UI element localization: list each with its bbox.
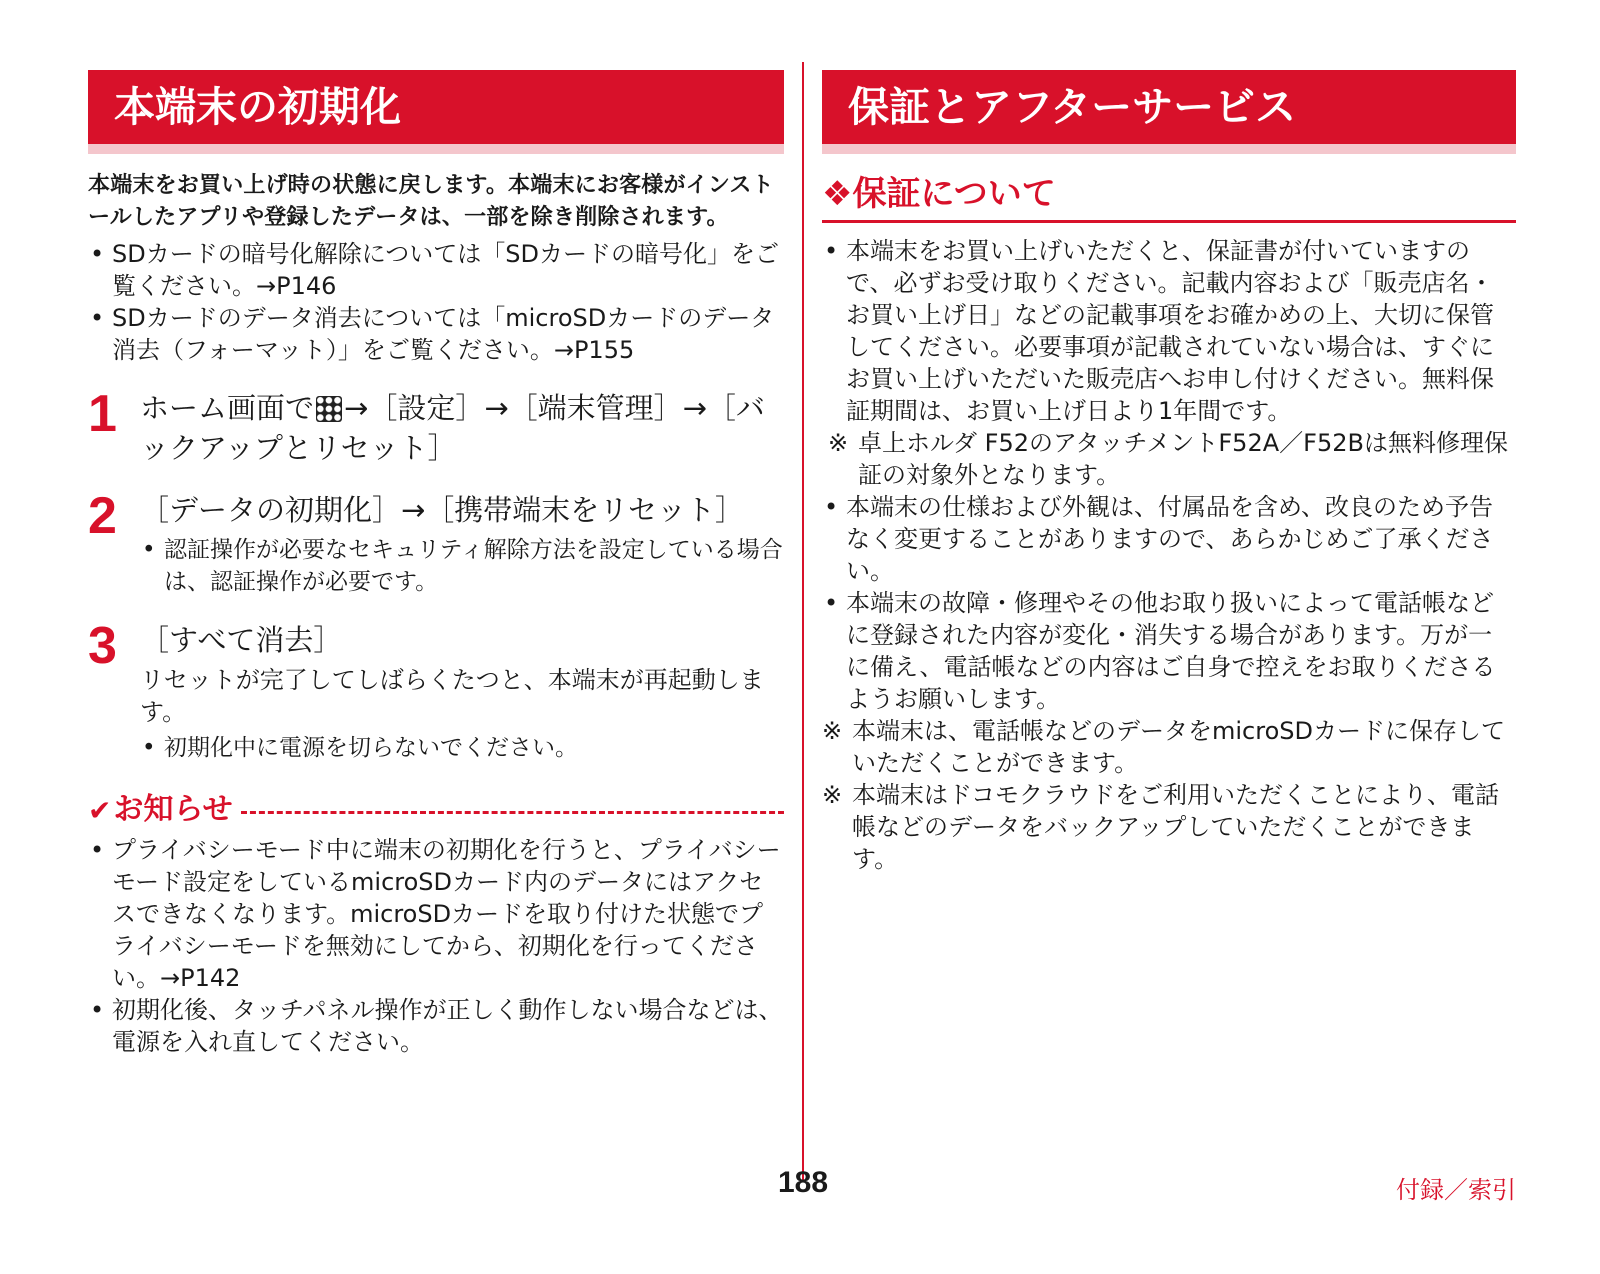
step-1 bbox=[88, 385, 784, 468]
apps-grid-icon bbox=[316, 396, 342, 422]
warranty-bullets-2 bbox=[822, 491, 1516, 715]
step-title: ホーム画面で →［設定］→［端末管理］→［バックアップとリセット］ bbox=[140, 391, 765, 465]
sub-note bbox=[828, 427, 1516, 491]
left-column bbox=[88, 70, 784, 1058]
step-number: 1 bbox=[88, 385, 117, 443]
banner-title: 保証とアフターサービス bbox=[848, 83, 1297, 131]
dashed-rule bbox=[241, 811, 784, 814]
check-icon: ✔ bbox=[88, 793, 112, 827]
notice-title: お知らせ bbox=[113, 792, 233, 827]
list-item: • SDカードのデータ消去については「microSDカードのデータ消去（フォーマット）」をご覧ください。→P155 bbox=[88, 302, 784, 366]
step-body: リセットが完了してしばらくたつと、本端末が再起動します。 bbox=[140, 666, 764, 726]
list-item: • 本端末の故障・修理やその他お取り扱いによって電話帳などに登録された内容が変化・消失する場合があります。万が一に備え、電話帳などの内容はご自身で控えをお取りくださるようお願いします。 bbox=[822, 587, 1516, 715]
step-number: 3 bbox=[88, 617, 117, 675]
notice-bullets bbox=[88, 834, 784, 1058]
step-bullets bbox=[140, 534, 784, 598]
right-column bbox=[822, 70, 1516, 875]
section-label: 付録／索引 bbox=[1396, 1176, 1516, 1204]
list-item: • 認証操作が必要なセキュリティ解除方法を設定している場合は、認証操作が必要です。 bbox=[140, 534, 784, 598]
page-number: 188 bbox=[777, 1166, 829, 1199]
note-mark: ※ bbox=[828, 429, 849, 457]
diamond-icon: ❖ bbox=[822, 174, 853, 214]
step-number: 2 bbox=[88, 487, 117, 545]
note bbox=[822, 779, 1516, 875]
subheading bbox=[822, 172, 1516, 223]
note-mark: ※ bbox=[822, 717, 843, 745]
note-text: 本端末は、電話帳などのデータをmicroSDカードに保存していただくことができます。 bbox=[852, 717, 1505, 777]
note bbox=[822, 715, 1516, 779]
step-bullets bbox=[140, 732, 784, 764]
sub-note-text: 卓上ホルダ F52のアタッチメントF52A／F52Bは無料修理保証の対象外となります。 bbox=[858, 429, 1508, 489]
notice-header bbox=[88, 790, 784, 830]
notice-box bbox=[88, 790, 784, 1058]
banner-title: 本端末の初期化 bbox=[114, 83, 401, 131]
list-item: • プライバシーモード中に端末の初期化を行うと、プライバシーモード設定をしているmicroSDカード内のデータにはアクセスできなくなります。microSDカードを取り付けた状態でプライバシーモードを無効にしてから、初期化を行ってください。→P142 bbox=[88, 834, 784, 994]
subheading-text: 保証について bbox=[852, 174, 1056, 214]
section-banner-warranty bbox=[822, 70, 1516, 154]
list-item: • 初期化中に電源を切らないでください。 bbox=[140, 732, 784, 764]
warranty-bullets bbox=[822, 235, 1516, 427]
step-2 bbox=[88, 487, 784, 598]
step-title: ［データの初期化］→［携帯端末をリセット］ bbox=[140, 493, 745, 527]
section-banner-reset bbox=[88, 70, 784, 154]
note-text: 本端末はドコモクラウドをご利用いただくことにより、電話帳などのデータをバックアップしていただくことができます。 bbox=[852, 781, 1500, 873]
step-3 bbox=[88, 617, 784, 764]
step-title: ［すべて消去］ bbox=[140, 623, 343, 657]
list-item: • 本端末をお買い上げいただくと、保証書が付いていますので、必ずお受け取りください。記載内容および「販売店名・お買い上げ日」などの記載事項をお確かめの上、大切に保管してください。必要事項が記載されていない場合は、すぐにお買い上げいただいた販売店へお申し付けください。無料保証期間は、お買い上げ日より1年間です。 bbox=[822, 235, 1516, 427]
list-item: • 初期化後、タッチパネル操作が正しく動作しない場合などは、電源を入れ直してください。 bbox=[88, 994, 784, 1058]
column-divider bbox=[802, 62, 804, 1180]
list-item: • SDカードの暗号化解除については「SDカードの暗号化」をご覧ください。→P146 bbox=[88, 238, 784, 302]
lead-paragraph: 本端末をお買い上げ時の状態に戻します。本端末にお客様がインストールしたアプリや登録したデータは、一部を除き削除されます。 bbox=[88, 173, 774, 230]
intro-bullets bbox=[88, 238, 784, 366]
note-mark: ※ bbox=[822, 781, 843, 809]
list-item: • 本端末の仕様および外観は、付属品を含め、改良のため予告なく変更することがありますので、あらかじめご了承ください。 bbox=[822, 491, 1516, 587]
